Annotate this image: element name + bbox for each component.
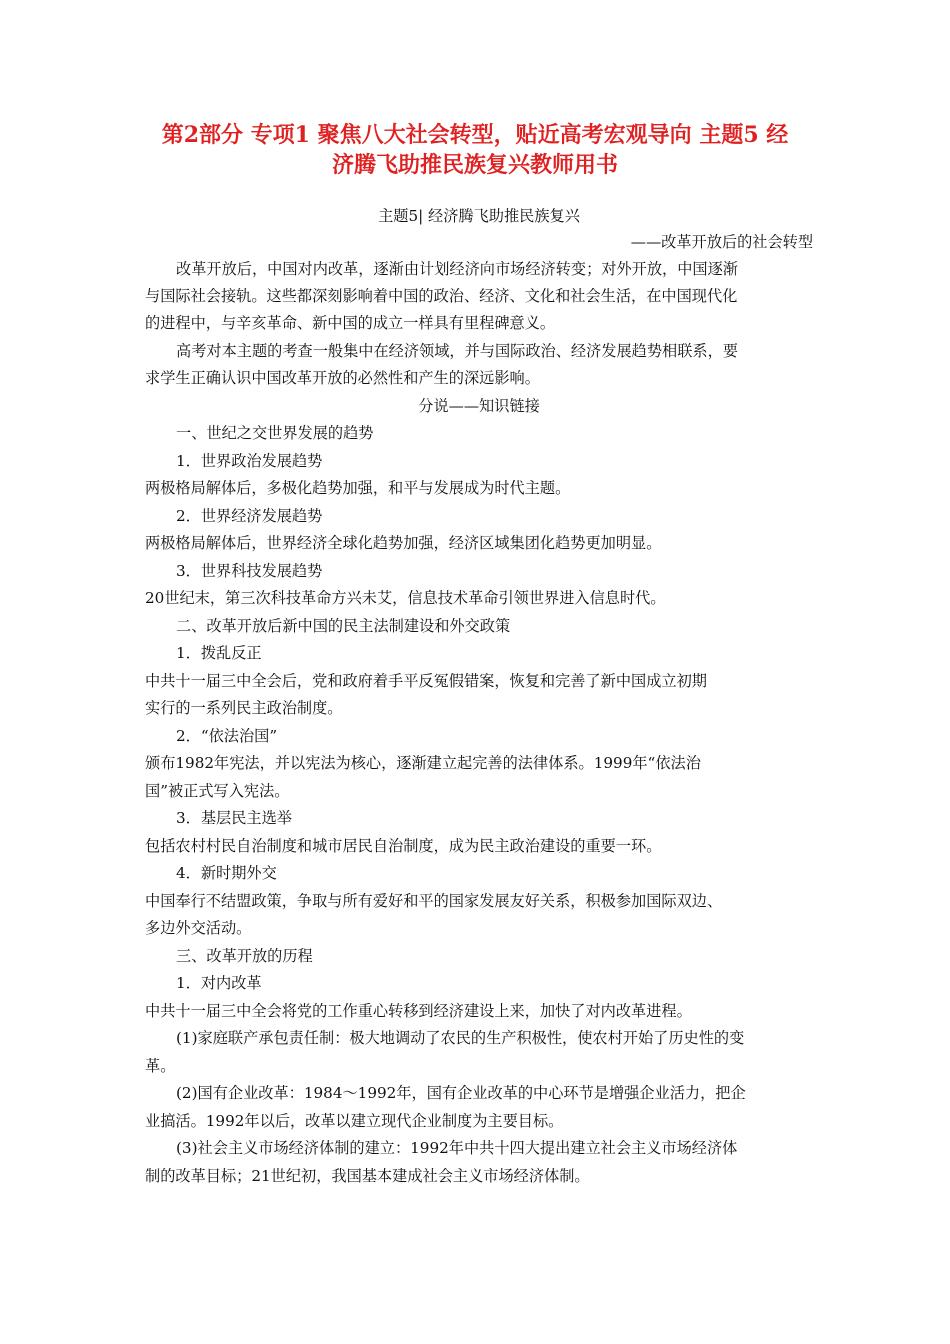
paragraph-line: (1)家庭联产承包责任制：极大地调动了农民的生产积极性，使农村开始了历史性的变	[176, 1029, 745, 1047]
paragraph-line: 两极格局解体后，多极化趋势加强，和平与发展成为时代主题。	[145, 479, 571, 497]
paragraph-line: (2)国有企业改革：1984～1992年，国有企业改革的中心环节是增强企业活力，把企	[176, 1084, 746, 1102]
paragraph-line: 中共十一届三中全会将党的工作重心转移到经济建设上来，加快了对内改革进程。	[145, 1002, 692, 1020]
paragraph-line: 业搞活。1992年以后，改革以建立现代企业制度为主要目标。	[145, 1112, 564, 1130]
paragraph-line: 两极格局解体后，世界经济全球化趋势加强，经济区域集团化趋势更加明显。	[145, 534, 662, 552]
paragraph-line: 的进程中，与辛亥革命、新中国的成立一样具有里程碑意义。	[145, 314, 556, 332]
paragraph-line: 中共十一届三中全会后，党和政府着手平反冤假错案，恢复和完善了新中国成立初期	[145, 672, 707, 690]
paragraph-line: 高考对本主题的考查一般集中在经济领域，并与国际政治、经济发展趋势相联系，要	[176, 342, 738, 360]
paragraph-line: 实行的一系列民主政治制度。	[145, 699, 343, 717]
section-heading: 三、改革开放的历程	[176, 947, 313, 965]
subsection-heading: 4．新时期外交	[176, 864, 277, 882]
title-line-1: 第2部分 专项1 聚焦八大社会转型，贴近高考宏观导向 主题5 经	[161, 122, 789, 148]
paragraph-line: 制的改革目标；21世纪初，我国基本建成社会主义市场经济体制。	[145, 1167, 590, 1185]
title-line-2: 济腾飞助推民族复兴教师用书	[331, 152, 618, 178]
paragraph-line: 求学生正确认识中国改革开放的必然性和产生的深远影响。	[145, 369, 540, 387]
paragraph-line: 包括农村村民自治制度和城市居民自治制度，成为民主政治建设的重要一环。	[145, 837, 662, 855]
paragraph-line: 国”被正式写入宪法。	[145, 782, 290, 800]
section-heading: 二、改革开放后新中国的民主法制建设和外交政策	[176, 617, 511, 635]
section-heading: 分说——知识链接	[418, 397, 540, 415]
subsection-heading: 1．世界政治发展趋势	[176, 452, 323, 470]
paragraph-line: 与国际社会接轨。这些都深刻影响着中国的政治、经济、文化和社会生活，在中国现代化	[145, 287, 738, 305]
paragraph-line: 中国奉行不结盟政策，争取与所有爱好和平的国家发展友好关系，积极参加国际双边、	[145, 892, 723, 910]
subsection-heading: 1．对内改革	[176, 974, 262, 992]
theme-heading: 主题5| 经济腾飞助推民族复兴	[378, 207, 580, 225]
subsection-heading: 3．世界科技发展趋势	[176, 562, 323, 580]
subsection-heading: 1．拨乱反正	[176, 644, 262, 662]
paragraph-line: 20世纪末，第三次科技革命方兴未艾，信息技术革命引领世界进入信息时代。	[145, 589, 666, 607]
paragraph-line: 革。	[145, 1057, 176, 1075]
paragraph-line: 多边外交活动。	[145, 919, 252, 937]
document-title	[140, 120, 810, 180]
subsection-heading: 2．世界经济发展趋势	[176, 507, 323, 525]
subsection-heading: 2．“依法治国”	[176, 727, 278, 745]
section-heading: 一、世纪之交世界发展的趋势	[176, 424, 374, 442]
theme-subheading: ——改革开放后的社会转型	[630, 233, 813, 251]
paragraph-line: (3)社会主义市场经济体制的建立：1992年中共十四大提出建立社会主义市场经济体	[176, 1139, 738, 1157]
paragraph-line: 改革开放后，中国对内改革，逐渐由计划经济向市场经济转变；对外开放，中国逐渐	[176, 260, 738, 278]
subsection-heading: 3．基层民主选举	[176, 809, 292, 827]
paragraph-line: 颁布1982年宪法，并以宪法为核心，逐渐建立起完善的法律体系。1999年“依法治	[145, 754, 701, 772]
